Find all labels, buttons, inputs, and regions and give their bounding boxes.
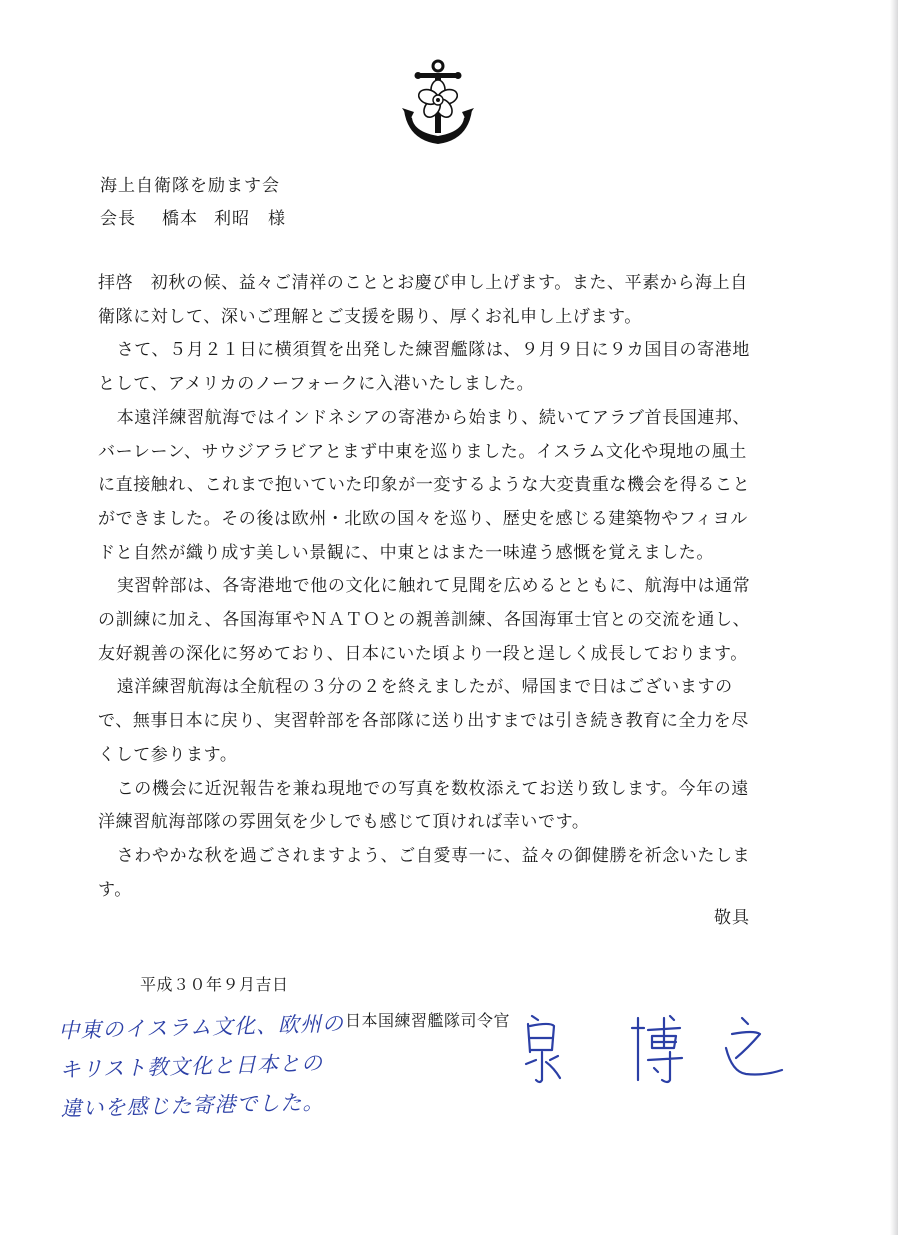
- addressee-block: [100, 170, 286, 236]
- addressee-organization: 海上自衛隊を励ます会: [100, 176, 280, 196]
- letter-date: 平成３０年９月吉日: [140, 975, 289, 994]
- addressee-surname: 橋本: [162, 209, 198, 229]
- addressee-title: 会長: [100, 209, 136, 229]
- paragraph-progress: 遠洋練習航海は全航程の３分の２を終えましたが、帰国まで日はございますので、無事日本に戻り、実習幹部を各部隊に送り出すまでは引き続き教育に全力を尽くして参ります。: [98, 677, 749, 765]
- handwritten-note-line: 違いを感じた寄港でした。: [60, 1090, 325, 1121]
- letter-body: [98, 267, 758, 907]
- paragraph-greeting: 拝啓 初秋の候、益々ご清祥のこととお慶び申し上げます。また、平素から海上自衛隊に対して、深いご理解とご支援を賜り、厚くお礼申し上げます。: [98, 273, 748, 327]
- addressee-name-row: [100, 203, 286, 236]
- handwritten-note: [58, 1004, 361, 1129]
- page-edge: [890, 0, 898, 1235]
- anchor-cherry-blossom-icon: [400, 58, 476, 148]
- sender-title: 日本国練習艦隊司令官: [345, 1011, 511, 1030]
- paragraph-middle-east: 本遠洋練習航海ではインドネシアの寄港から始まり、続いてアラブ首長国連邦、バーレーン、サウジアラビアとまず中東を巡りました。イスラム文化や現地の風土に直接触れ、これまで抱いていた印象が一変するような大変貴重な機会を得ることができました。その後は欧州・北欧の国々を巡り、歴史を感じる建築物やフィヨルドと自然が織り成す美しい景観に、中東とはまた一味違う感慨を覚えました。: [98, 407, 751, 563]
- paragraph-training: 実習幹部は、各寄港地で他の文化に触れて見聞を広めるとともに、航海中は通常の訓練に加え、各国海軍やＮＡＴＯとの親善訓練、各国海軍士官との交流を通し、友好親善の深化に努めており、日本にいた頃より一段と逞しく成長しております。: [98, 576, 751, 664]
- paragraph-farewell: さわやかな秋を過ごされますよう、ご自愛専一に、益々の御健勝を祈念いたします。: [98, 845, 751, 900]
- handwritten-note-line: 中東のイスラム文化、欧州の: [58, 1011, 345, 1043]
- closing-word: 敬具: [714, 908, 750, 928]
- handwritten-signature: [520, 1008, 790, 1088]
- addressee-honorific: 様: [268, 209, 286, 229]
- paragraph-departure: さて、５月２１日に横須賀を出発した練習艦隊は、９月９日に９カ国目の寄港地として、アメリカのノーフォークに入港いたしました。: [98, 340, 750, 395]
- handwritten-note-line: キリスト教文化と日本との: [59, 1051, 324, 1082]
- addressee-given-name: 利昭: [214, 209, 250, 229]
- paragraph-photos: この機会に近況報告を兼ね現地での写真を数枚添えてお送り致します。今年の遠洋練習航海部隊の雰囲気を少しでも感じて頂ければ幸いです。: [98, 778, 749, 833]
